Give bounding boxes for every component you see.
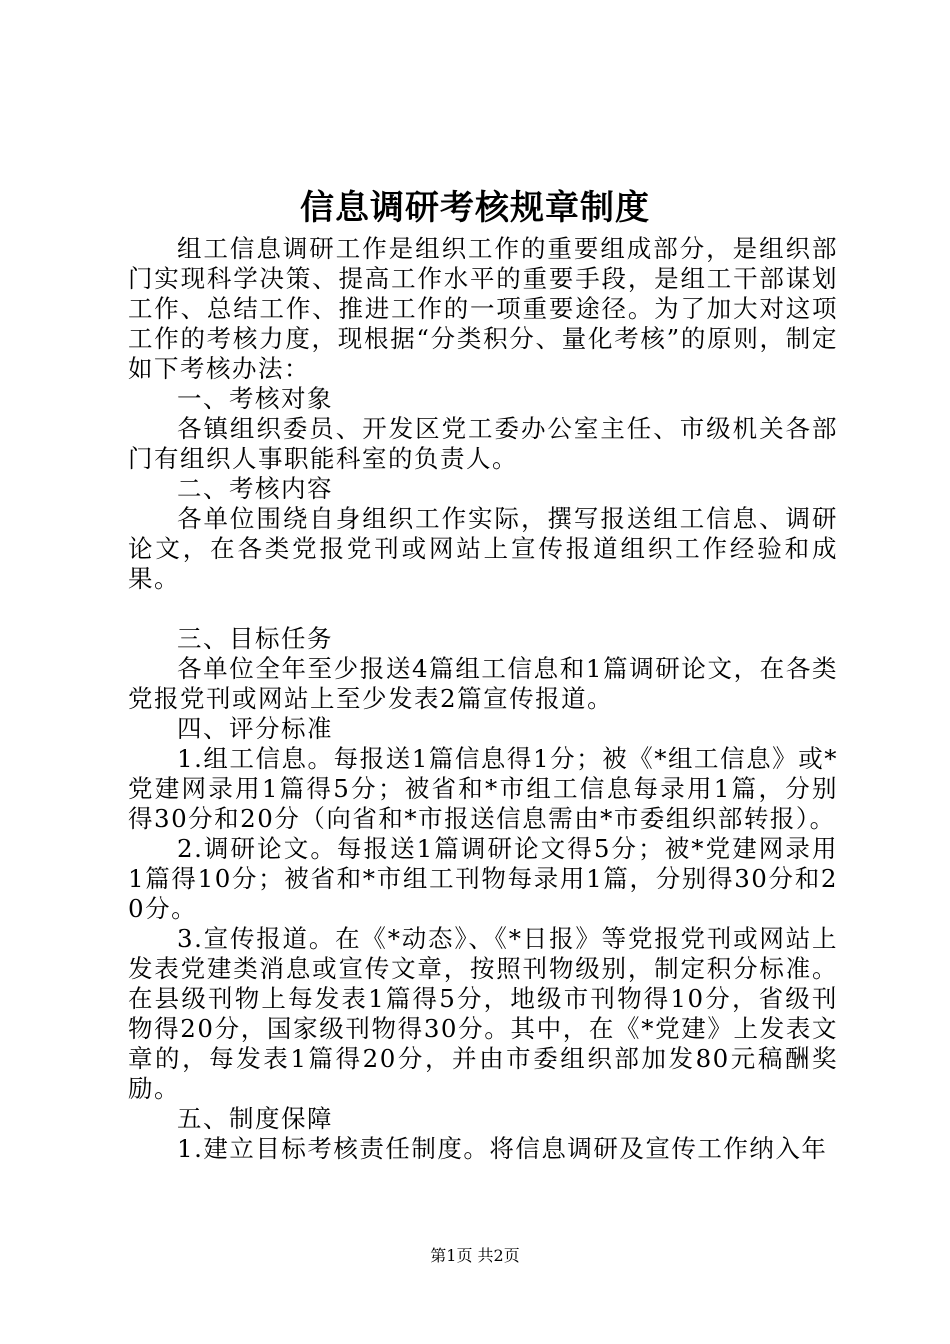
section-heading-4: 四、评分标准 xyxy=(177,714,333,743)
section-paragraph: 各单位全年至少报送4篇组工信息和1篇调研论文，在各类党报党刊或网站上至少发表2篇宣传报道。 xyxy=(128,654,838,713)
list-item-paragraph: 1.建立目标考核责任制度。将信息调研及宣传工作纳入年 xyxy=(177,1134,828,1163)
list-item-paragraph: 2.调研论文。每报送1篇调研论文得5分；被*党建网录用1篇得10分；被省和*市组工刊物每录用1篇，分别得30分和20分。 xyxy=(128,834,838,923)
document-body xyxy=(128,234,838,1164)
list-item-paragraph: 3.宣传报道。在《*动态》、《*日报》等党报党刊或网站上发表党建类消息或宣传文章，按照刊物级别，制定积分标准。在县级刊物上每发表1篇得5分，地级市刊物得10分，省级刊物得20分，国家级刊物得30分。其中，在《*党建》上发表文章的，每发表1篇得20分，并由市委组织部加发80元稿酬奖励。 xyxy=(128,924,838,1103)
intro-paragraph: 组工信息调研工作是组织工作的重要组成部分，是组织部门实现科学决策、提高工作水平的重要手段，是组工干部谋划工作、总结工作、推进工作的一项重要途径。为了加大对这项工作的考核力度，现根据“分类积分、量化考核”的原则，制定如下考核办法： xyxy=(128,234,838,383)
page-footer: 第1页 共2页 xyxy=(430,1246,520,1265)
section-paragraph: 各镇组织委员、开发区党工委办公室主任、市级机关各部门有组织人事职能科室的负责人。 xyxy=(128,414,838,473)
document-title: 信息调研考核规章制度 xyxy=(300,188,650,228)
section-paragraph: 各单位围绕自身组织工作实际，撰写报送组工信息、调研论文，在各类党报党刊或网站上宣传报道组织工作经验和成果。 xyxy=(128,504,838,593)
section-heading-5: 五、制度保障 xyxy=(177,1104,333,1133)
list-item-paragraph: 1.组工信息。每报送1篇信息得1分；被《*组工信息》或*党建网录用1篇得5分；被省和*市组工信息每录用1篇，分别得30分和20分（向省和*市报送信息需由*市委组织部转报）。 xyxy=(128,744,838,833)
section-heading-2: 二、考核内容 xyxy=(177,474,333,503)
section-heading-1: 一、考核对象 xyxy=(177,384,333,413)
section-heading-3: 三、目标任务 xyxy=(177,624,333,653)
